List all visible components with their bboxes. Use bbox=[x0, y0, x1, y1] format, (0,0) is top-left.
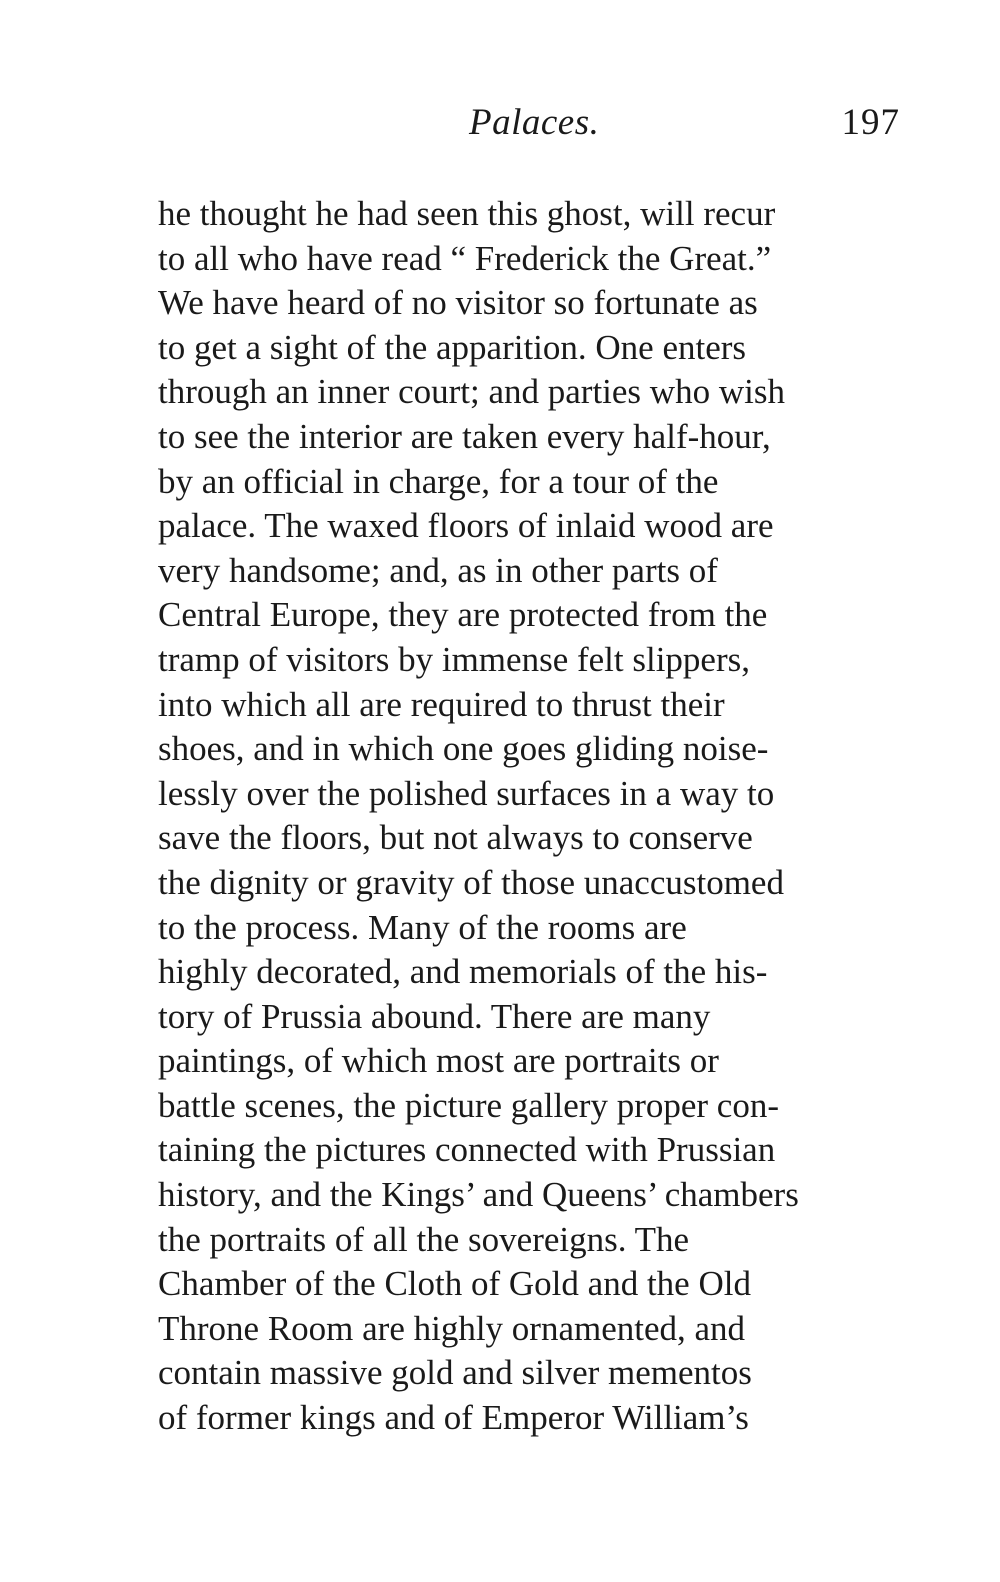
text-line: the dignity or gravity of those unaccustomed bbox=[158, 862, 784, 902]
text-line: shoes, and in which one goes gliding noise- bbox=[158, 729, 769, 769]
text-line: highly decorated, and memorials of the his- bbox=[158, 952, 768, 992]
page-number: 197 bbox=[841, 102, 900, 143]
text-line: save the floors, but not always to conserve bbox=[158, 818, 753, 858]
text-line: taining the pictures connected with Prussian bbox=[158, 1130, 776, 1170]
text-line: into which all are required to thrust their bbox=[158, 684, 725, 724]
body-text bbox=[158, 192, 900, 1441]
running-title: Palaces. bbox=[469, 102, 600, 143]
text-line: very handsome; and, as in other parts of bbox=[158, 550, 718, 590]
text-line: Throne Room are highly ornamented, and bbox=[158, 1308, 746, 1348]
text-line: contain massive gold and silver mementos bbox=[158, 1353, 752, 1393]
text-line: to get a sight of the apparition. One enters bbox=[158, 327, 747, 367]
text-line: to all who have read “ Frederick the Great.” bbox=[158, 238, 772, 278]
text-line: tramp of visitors by immense felt slippers, bbox=[158, 639, 750, 679]
text-line: Central Europe, they are protected from the bbox=[158, 595, 768, 635]
text-line: history, and the Kings’ and Queens’ chambers bbox=[158, 1175, 799, 1215]
text-line: palace. The waxed floors of inlaid wood are bbox=[158, 506, 774, 546]
text-line: lessly over the polished surfaces in a way to bbox=[158, 773, 775, 813]
text-line: to see the interior are taken every half-hour, bbox=[158, 416, 771, 456]
running-head bbox=[158, 98, 900, 148]
text-line: to the process. Many of the rooms are bbox=[158, 907, 687, 947]
text-line: he thought he had seen this ghost, will recur bbox=[158, 194, 776, 233]
text-line: through an inner court; and parties who wish bbox=[158, 372, 785, 412]
text-line: the portraits of all the sovereigns. The bbox=[158, 1219, 690, 1259]
text-line: by an official in charge, for a tour of the bbox=[158, 461, 719, 501]
text-line: tory of Prussia abound. There are many bbox=[158, 996, 711, 1036]
text-line: battle scenes, the picture gallery proper con- bbox=[158, 1085, 779, 1125]
text-line: Chamber of the Cloth of Gold and the Old bbox=[158, 1264, 751, 1304]
text-line: paintings, of which most are portraits or bbox=[158, 1041, 719, 1081]
text-line: We have heard of no visitor so fortunate as bbox=[158, 283, 758, 323]
text-line: of former kings and of Emperor William’s bbox=[158, 1398, 749, 1438]
